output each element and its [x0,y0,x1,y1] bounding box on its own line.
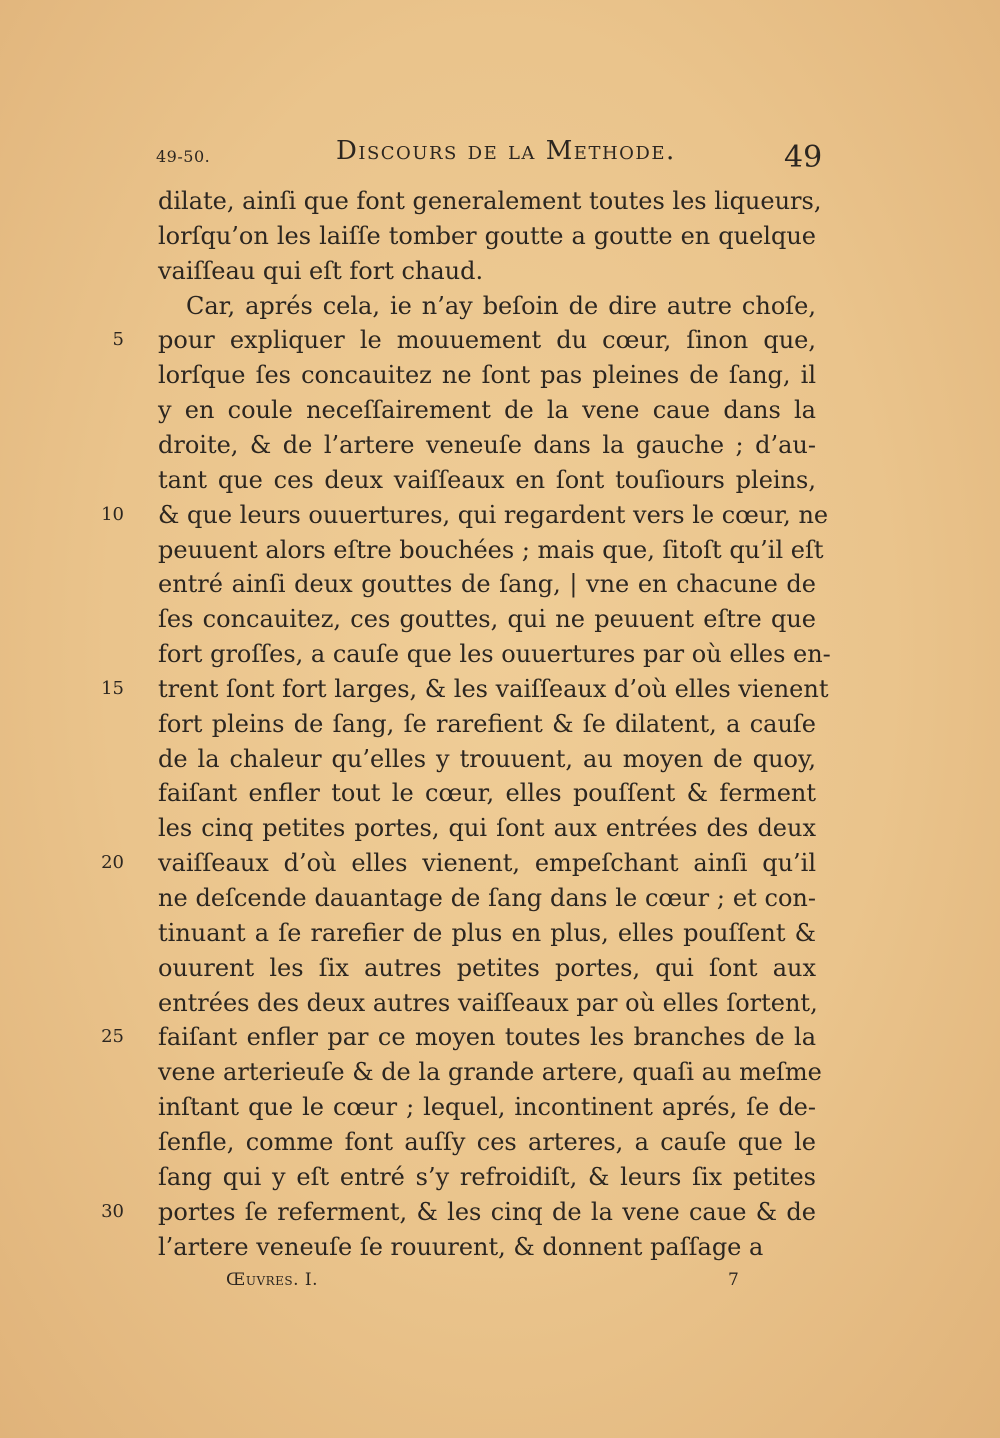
text-line: ouurent les ſix autres petites portes, qui ſont aux [158,954,816,982]
footer-signature: Œuvres. I. [226,1270,319,1290]
text-line: dilate, ainſi que font generalement toutes les liqueurs, [158,187,822,215]
text-line: vene arterieuſe & de la grande artere, quaſi au meſme [158,1058,822,1086]
text-line: ſes concauitez, ces gouttes, qui ne peuuent eſtre que [158,605,816,633]
text-line: portes ſe referment, & les cinq de la vene caue & de [158,1198,816,1226]
line-number: 25 [101,1026,124,1047]
footer-signature-mark: 7 [728,1270,739,1290]
page-number: 49 [784,140,823,175]
text-line: tinuant a ſe rarefier de plus en plus, elles pouſſent & [158,919,816,947]
text-line: lorſqu’on les laiſſe tomber goutte a goutte en quelque [158,222,816,250]
line-number: 5 [112,329,124,350]
text-line: ne deſcende dauantage de ſang dans le cœur ; et con- [158,884,816,912]
text-line: pour expliquer le mouuement du cœur, ſinon que, [158,326,816,354]
line-number: 15 [101,678,124,699]
text-line: droite, & de l’artere veneuſe dans la gauche ; d’au- [158,431,816,459]
running-head-title: Discours de la Methode. [336,136,676,166]
text-line: y en coule neceſſairement de la vene caue dans la [158,396,816,424]
text-line: fort pleins de ſang, ſe rarefient & ſe dilatent, a cauſe [158,710,816,738]
running-head-section-ref: 49-50. [156,147,211,166]
text-line: tant que ces deux vaiſſeaux en ſont touſiours pleins, [158,466,816,494]
text-line: ſang qui y eſt entré s’y refroidiſt, & leurs ſix petites [158,1163,816,1191]
text-line: de la chaleur qu’elles y trouuent, au moyen de quoy, [158,745,816,773]
text-line: vaiſſeau qui eſt fort chaud. [158,257,484,285]
text-line: entré ainſi deux gouttes de ſang, | vne en chacune de [158,570,816,598]
text-line: ſenfle, comme font auſſy ces arteres, a cauſe que le [158,1128,816,1156]
text-line: & que leurs ouuertures, qui regardent vers le cœur, ne [158,501,829,529]
line-number: 20 [101,852,124,873]
text-line: les cinq petites portes, qui ſont aux entrées des deux [158,814,816,842]
text-line: entrées des deux autres vaiſſeaux par où elles ſortent, [158,989,818,1017]
text-line: faiſant enfler par ce moyen toutes les branches de la [158,1023,816,1051]
text-line: l’artere veneuſe ſe rouurent, & donnent paſſage a [158,1233,764,1261]
text-line: fort groſſes, a cauſe que les ouuertures par où elles en- [158,640,831,668]
text-line: lorſque ſes concauitez ne ſont pas pleines de ſang, il [158,361,816,389]
text-line: inſtant que le cœur ; lequel, incontinent aprés, ſe de- [158,1093,816,1121]
line-number: 10 [101,504,124,525]
text-line: faiſant enfler tout le cœur, elles pouſſent & ferment [158,779,816,807]
text-line: Car, aprés cela, ie n’ay beſoin de dire autre choſe, [186,292,816,320]
line-number: 30 [101,1201,124,1222]
text-line: vaiſſeaux d’où elles vienent, empeſchant ainſi qu’il [158,849,816,877]
text-line: peuuent alors eſtre bouchées ; mais que, ſitoſt qu’il eſt [158,536,824,564]
text-line: trent ſont fort larges, & les vaiſſeaux d’où elles vienent [158,675,829,703]
